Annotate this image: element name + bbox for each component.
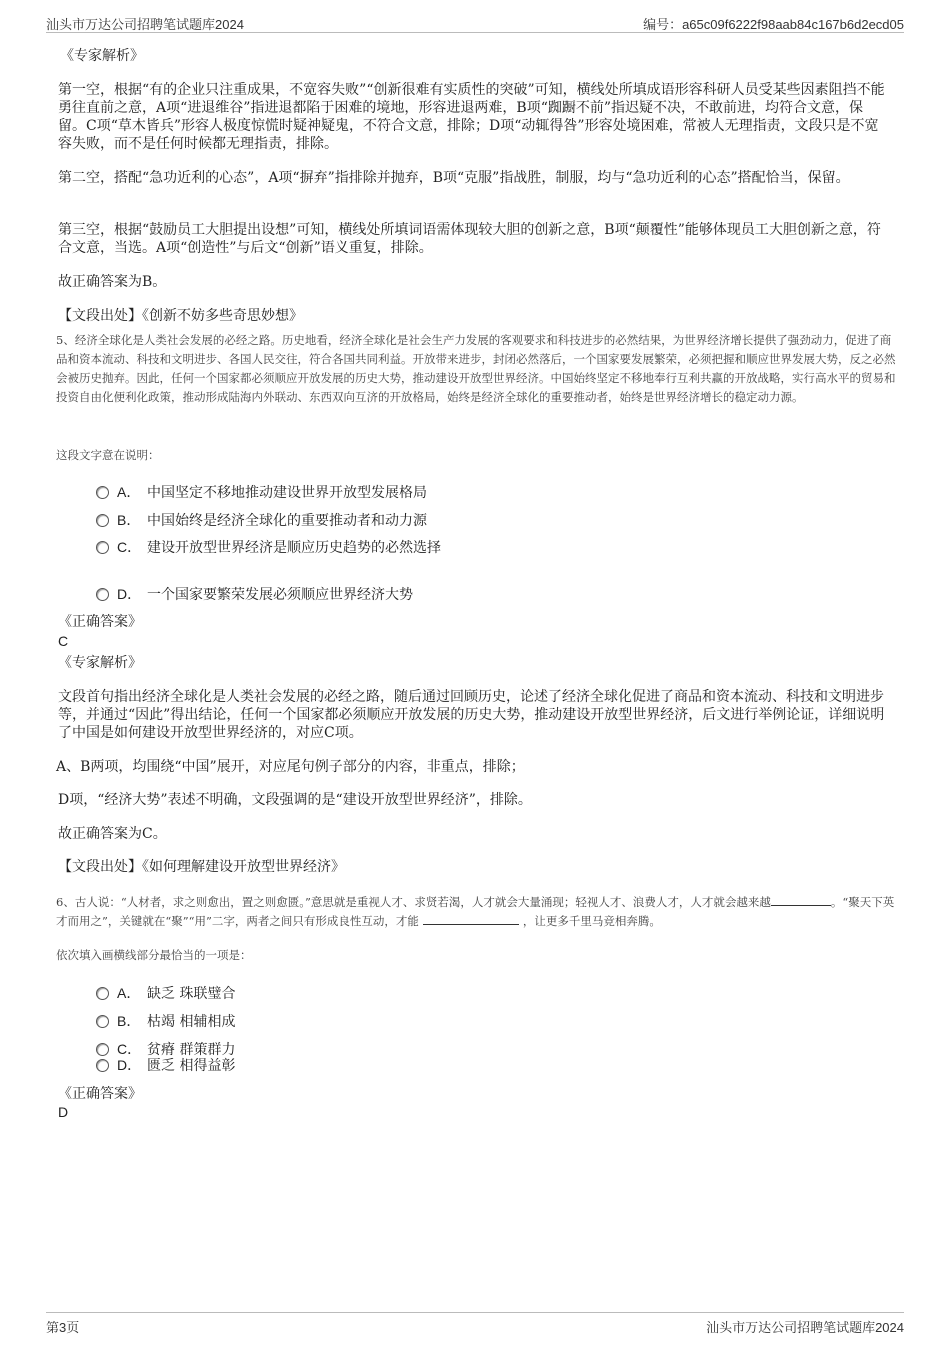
radio-button[interactable] xyxy=(96,541,109,554)
fill-blank xyxy=(771,893,831,906)
option-c[interactable]: C． 贫瘠 群策群力 xyxy=(96,1040,235,1059)
page-header xyxy=(46,12,904,33)
option-a[interactable]: A． 中国坚定不移地推动建设世界开放型发展格局 xyxy=(96,483,427,502)
analysis-paragraph: 文段首句指出经济全球化是人类社会发展的必经之路，随后通过回顾历史，论述了经济全球化促进了商品和资本流动、科技和文明进步等，并通过“因此”得出结论，任何一个国家都必须顺应开放发展的历史大势，推动建设开放型世界经济，后文进行举例论证，详细说明了中国是如何建设开放型世界经济的，对应C项。 xyxy=(58,689,885,741)
analysis-paragraph: D项，“经济大势”表述不明确，文段强调的是“建设开放型世界经济”，排除。 xyxy=(58,792,532,808)
analysis-paragraph: 第一空，根据“有的企业只注重成果，不宽容失败”“创新很难有实质性的突破”可知，横线处所填成语形容科研人员受某些因素阻挡不能勇往直前之意，A项“进退维谷”指进退都陷于困难的境地，形容进退两难，B项“踟蹰不前”指迟疑不决，不敢前进，均符合文意，保留。C项“草木皆兵”形容人极度惊慌时疑神疑鬼，不符合文意，排除；D项“动辄得咎”形容处境困难，常被人无理指责，文段只是不宽容失败，而不是任何时候都无理指责，排除。 xyxy=(58,82,885,152)
analysis-paragraph: A、B两项，均围绕“中国”展开，对应尾句例子部分的内容，非重点，排除； xyxy=(56,759,525,775)
option-b[interactable]: B． 枯竭 相辅相成 xyxy=(96,1012,235,1031)
question-stem: 6、古人说：“人材者，求之则愈出，置之则愈匮。”意思就是重视人才、求贤若渴，人才就会大量涌现；轻视人才、浪费人才，人才就会越来越 。“聚天下英才而用之”，关键就在“聚”“用”二字，两者之间只有形成良性互动，才能 ，让更多千里马竞相奔腾。 xyxy=(56,895,895,928)
expert-analysis-label: 《专家解析》 xyxy=(60,48,144,64)
analysis-paragraph: 第三空，根据“鼓励员工大胆提出设想”可知，横线处所填词语需体现较大胆的创新之意，B项“颠覆性”能够体现员工大胆创新之意，符合文意，当选。A项“创造性”与后文“创新”语义重复，排除。 xyxy=(58,222,881,256)
passage-source: 【文段出处】《创新不妨多些奇思妙想》 xyxy=(58,308,303,324)
page-footer xyxy=(46,1312,904,1335)
passage-source: 【文段出处】《如何理解建设开放型世界经济》 xyxy=(58,859,345,875)
option-a[interactable]: A． 缺乏 珠联璧合 xyxy=(96,984,235,1003)
fill-blank xyxy=(423,912,519,925)
correct-answer: C xyxy=(58,633,69,649)
footer-title: 汕头市万达公司招聘笔试题库2024 xyxy=(706,1320,904,1335)
option-d[interactable]: D． 匮乏 相得益彰 xyxy=(96,1056,235,1075)
option-c[interactable]: C． 建设开放型世界经济是顺应历史趋势的必然选择 xyxy=(96,538,441,557)
analysis-paragraph: 第二空，搭配“急功近利的心态”，A项“摒弃”指排除并抛弃，B项“克服”指战胜，制服，均与“急功近利的心态”搭配恰当，保留。 xyxy=(58,170,850,186)
radio-button[interactable] xyxy=(96,1059,109,1072)
answer-conclusion: 故正确答案为B。 xyxy=(58,274,167,290)
radio-button[interactable] xyxy=(96,1043,109,1056)
page-number: 第3页 xyxy=(46,1320,80,1335)
header-title: 汕头市万达公司招聘笔试题库2024 xyxy=(46,17,244,32)
answer-conclusion: 故正确答案为C。 xyxy=(58,826,167,842)
radio-button[interactable] xyxy=(96,1015,109,1028)
radio-button[interactable] xyxy=(96,588,109,601)
radio-button[interactable] xyxy=(96,514,109,527)
radio-button[interactable] xyxy=(96,486,109,499)
question-prompt: 依次填入画横线部分最恰当的一项是： xyxy=(56,948,252,962)
option-d[interactable]: D． 一个国家要繁荣发展必须顺应世界经济大势 xyxy=(96,585,413,604)
expert-analysis-label: 《专家解析》 xyxy=(58,655,142,671)
correct-answer-label: 《正确答案》 xyxy=(58,1086,142,1102)
correct-answer-label: 《正确答案》 xyxy=(58,614,142,630)
radio-button[interactable] xyxy=(96,987,109,1000)
question-stem: 5、经济全球化是人类社会发展的必经之路。历史地看，经济全球化是社会生产力发展的客观要求和科技进步的必然结果，为世界经济增长提供了强劲动力，促进了商品和资本流动、科技和文明进步、各国人民交往，符合各国共同利益。开放带来进步，封闭必然落后，一个国家要发展繁荣，必须把握和顺应世界发展大势，反之必然会被历史抛弃。因此，任何一个国家都必须顺应开放发展的历史大势，推动建设开放型世界经济。中国始终坚定不移地奉行互利共赢的开放战略，实行高水平的贸易和投资自由化便利化政策，推动形成陆海内外联动、东西双向互济的开放格局，始终是经济全球化的重要推动者，始终是世界经济增长的稳定动力源。 xyxy=(56,333,896,404)
header-document-id: 编号：a65c09f6222f98aab84c167b6d2ecd05 xyxy=(643,17,904,32)
question-prompt: 这段文字意在说明： xyxy=(56,448,160,462)
option-b[interactable]: B． 中国始终是经济全球化的重要推动者和动力源 xyxy=(96,511,427,530)
correct-answer: D xyxy=(58,1104,69,1120)
